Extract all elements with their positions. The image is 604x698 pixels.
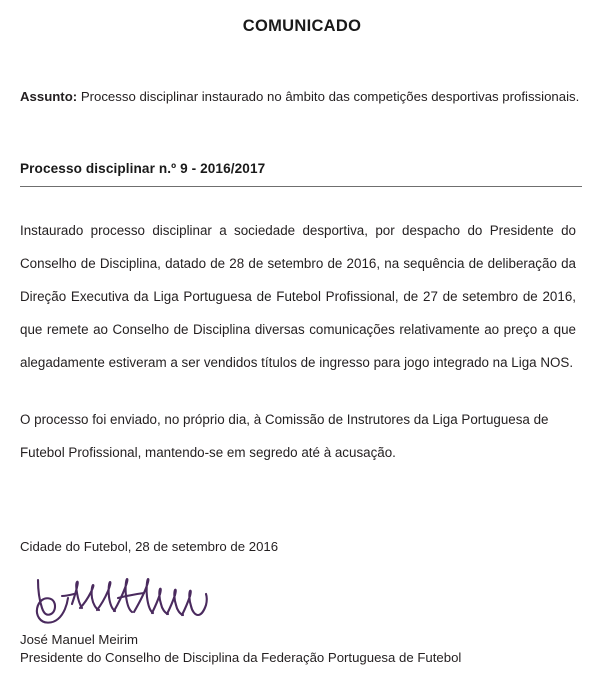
case-heading: Processo disciplinar n.º 9 - 2016/2017	[20, 161, 266, 176]
subject-line	[20, 88, 584, 105]
signer-name: José Manuel Meirim	[20, 632, 138, 647]
signature-image	[18, 574, 218, 632]
page-title: COMUNICADO	[242, 17, 362, 35]
paragraph-spacer	[20, 379, 576, 403]
subject-text: Processo disciplinar instaurado no âmbito das competições desportivas profissionais.	[77, 89, 580, 104]
body-paragraph-1: Instaurado processo disciplinar a sociedade desportiva, por despacho do Presidente do Conselho de Disciplina, datado de 28 de setembro de 2016, na sequência de deliberação da Direção Executiva da Liga Portuguesa de Futebol Profissional, de 27 de setembro de 2016, que remete ao Conselho de Disciplina diversas comunicações relativamente ao preço a que alegadamente estiveram a ser vendidos títulos de ingresso para jogo integrado na Liga NOS.	[20, 223, 576, 370]
body-paragraph-2: O processo foi enviado, no próprio dia, à Comissão de Instrutores da Liga Portuguesa de Futebol Profissional, mantendo-se em segredo até à acusação.	[20, 412, 549, 460]
handwritten-signature-icon	[18, 574, 218, 632]
signer-title: Presidente do Conselho de Disciplina da Federação Portuguesa de Futebol	[20, 650, 462, 665]
heading-divider	[20, 186, 582, 187]
place-and-date: Cidade do Futebol, 28 de setembro de 2016	[20, 539, 279, 554]
body-text	[20, 214, 576, 469]
subject-label: Assunto:	[20, 89, 78, 104]
